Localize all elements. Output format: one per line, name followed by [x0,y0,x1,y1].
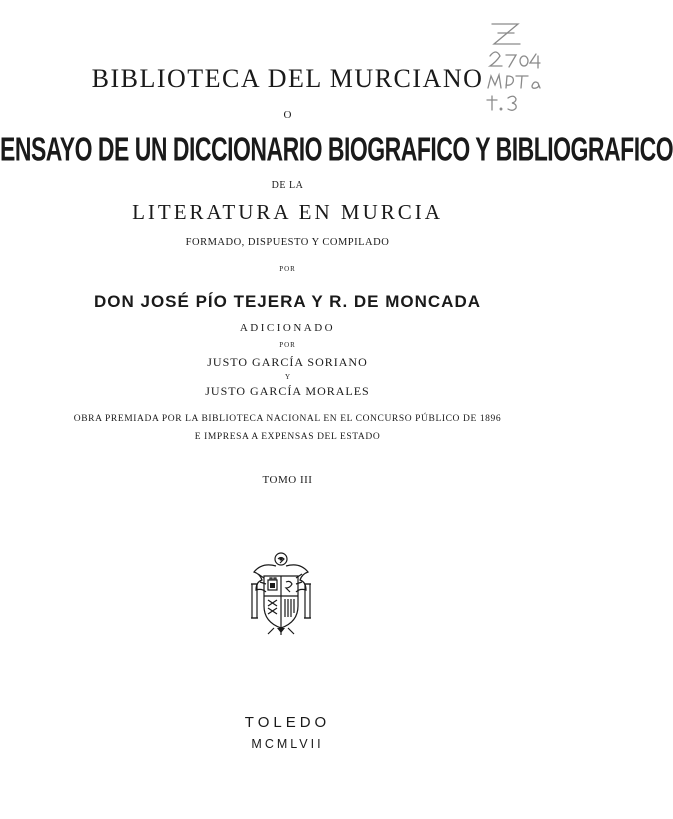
por-text-2: POR [279,341,296,349]
formed-text: FORMADO, DISPUESTO Y COMPILADO [185,237,390,248]
de-la-text: DE LA [271,180,304,191]
publication-place: TOLEDO [244,714,331,731]
coat-of-arms-icon [250,550,312,636]
print-line: E IMPRESA A EXPENSAS DEL ESTADO [194,432,381,442]
conjunction-o: O [283,109,292,121]
literature-title: LITERATURA EN MURCIA [132,200,443,224]
and-text: Y [284,373,291,381]
publication-year: MCMLVII [251,737,324,751]
editor-1: JUSTO GARCÍA SORIANO [207,355,368,369]
main-title: BIBLIOTECA DEL MURCIANO [91,64,484,93]
editor-2: JUSTO GARCÍA MORALES [205,384,370,398]
author-name: DON JOSÉ PÍO TEJERA Y R. DE MONCADA [93,292,482,311]
award-line: OBRA PREMIADA POR LA BIBLIOTECA NACIONAL EN EL CONCURSO PÚBLICO DE 1896 [73,414,502,424]
subtitle: ENSAYO DE UN DICCIONARIO BIOGRAFICO Y BIBLIOGRAFICO [0,130,673,168]
added-text: ADICIONADO [239,322,336,334]
volume-label: TOMO III [262,474,313,486]
por-text-1: POR [279,265,296,273]
